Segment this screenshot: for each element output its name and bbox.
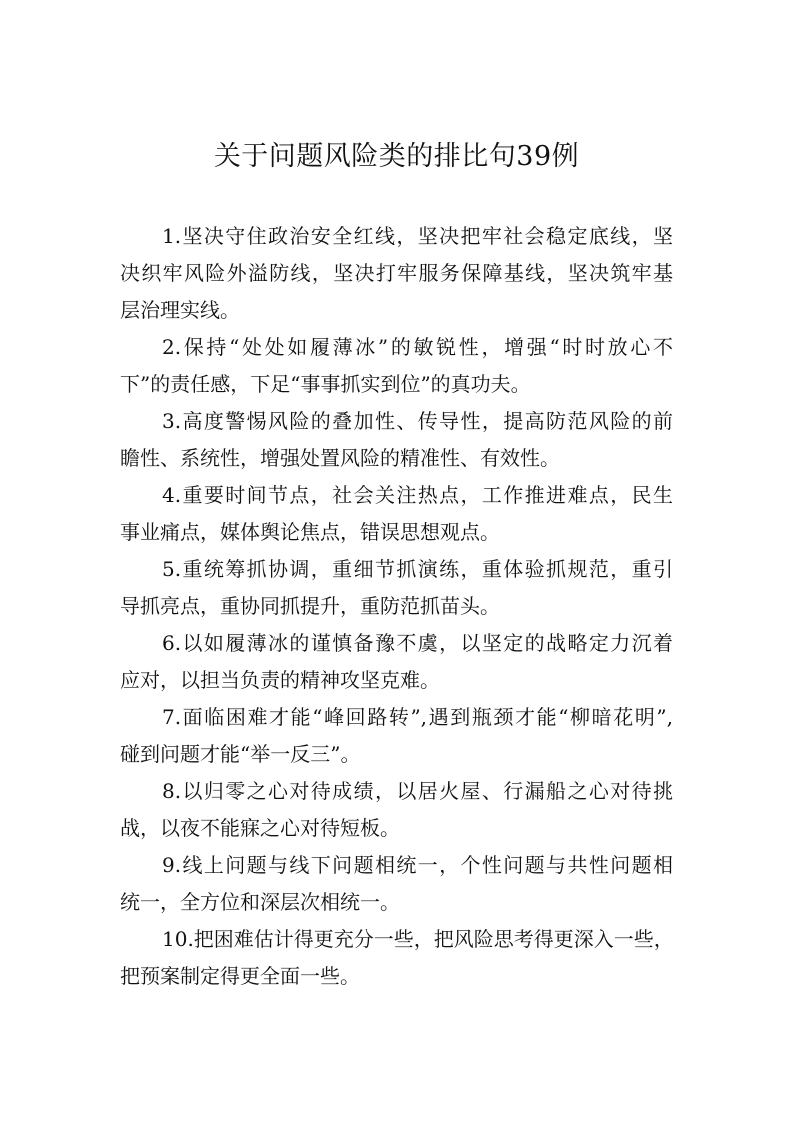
paragraph-line: 战，以夜不能寐之心对待短板。 [120,816,400,840]
paragraph [120,625,673,699]
paragraph-line: 导抓亮点，重协同抓提升，重防范抓苗头。 [120,594,500,618]
paragraph [120,921,673,995]
paragraph-line: 把预案制定得更全面一些。 [120,964,360,988]
paragraph-line: 层治理实线。 [120,298,240,322]
paragraph-line: 应对，以担当负责的精神攻坚克难。 [120,668,440,692]
paragraph [120,218,673,329]
document-title: 关于问题风险类的排比句39例 [213,141,580,172]
paragraph [120,477,673,551]
paragraph-line: 9.线上问题与线下问题相统一，个性问题与共性问题相 [162,853,673,877]
paragraph [120,773,673,847]
paragraph-line: 4.重要时间节点，社会关注热点，工作推进难点，民生 [162,483,673,507]
paragraph [120,699,673,773]
paragraph [120,403,673,477]
paragraph-line: 7.面临困难才能“峰回路转”,遇到瓶颈才能“柳暗花明”, [162,705,673,729]
paragraph [120,551,673,625]
paragraph-line: 事业痛点，媒体舆论焦点，错误思想观点。 [120,520,500,544]
paragraph-line: 下”的责任感，下足“事事抓实到位”的真功夫。 [120,372,531,396]
paragraph-line: 1.坚决守住政治安全红线，坚决把牢社会稳定底线，坚 [162,224,673,248]
paragraph-line: 5.重统筹抓协调，重细节抓演练，重体验抓规范，重引 [162,557,673,581]
paragraph-line: 决织牢风险外溢防线，坚决打牢服务保障基线，坚决筑牢基 [120,261,673,285]
paragraph-line: 碰到问题才能“举一反三”。 [120,742,361,766]
paragraph-line: 6.以如履薄冰的谨慎备豫不虞，以坚定的战略定力沉着 [162,631,673,655]
paragraph-line: 瞻性、系统性，增强处置风险的精准性、有效性。 [120,446,560,470]
paragraph-line: 统一，全方位和深层次相统一。 [120,890,400,914]
paragraph [120,329,673,403]
paragraph-line: 3.高度警惕风险的叠加性、传导性，提高防范风险的前 [162,409,673,433]
paragraph [120,847,673,921]
paragraph-line: 8.以归零之心对待成绩，以居火屋、行漏船之心对待挑 [162,779,673,803]
paragraph-line: 10.把困难估计得更充分一些，把风险思考得更深入一些， [162,927,674,951]
paragraph-line: 2.保持“处处如履薄冰”的敏锐性，增强“时时放心不 [162,335,673,359]
document-body [120,218,673,995]
